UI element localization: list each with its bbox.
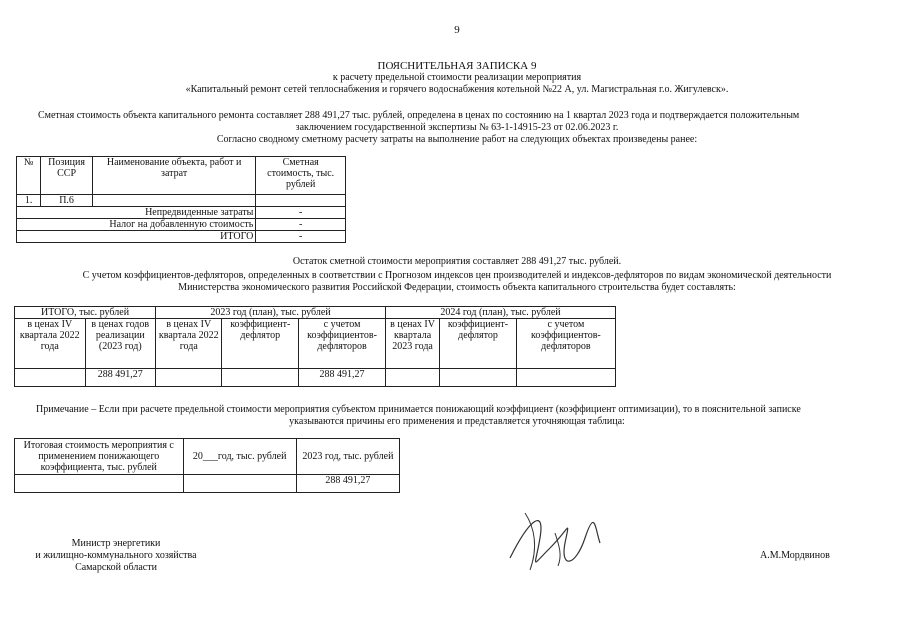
intro-line-3: Согласно сводному сметному расчету затраты на выполнение работ на следующих объектах произведены ранее: [216, 134, 698, 145]
col-number-header: № [17, 157, 41, 195]
note-line-2: указываются причины его применения и представляется уточняющая таблица: [289, 416, 625, 427]
optimization-table [14, 438, 400, 493]
row-number: 1. [17, 195, 41, 207]
value-2023-prices: 288 491,27 [85, 369, 156, 387]
intro-line-2: заключением государственной экспертизы № 63-1-14915-23 от 02.06.2023 г. [295, 122, 619, 133]
contingency-label: Непредвиденные затраты [17, 207, 256, 219]
value-2024-deflator [440, 369, 517, 387]
vat-value: - [256, 219, 346, 231]
signature [500, 498, 610, 578]
remainder-text: Остаток сметной стоимости мероприятия составляет 288 491,27 тыс. рублей. [292, 256, 622, 267]
col-2024-deflator: коэффициент-дефлятор [440, 319, 517, 369]
value-q4-2022 [15, 369, 86, 387]
col-cost-header: Сметная стоимость, тыс. рублей [256, 157, 346, 195]
value-final-cost [15, 475, 184, 493]
document-subtitle: к расчету предельной стоимости реализации мероприятия [332, 72, 582, 83]
note-line-1: Примечание – Если при расчете предельной стоимости мероприятия субъектом принимается понижающий коэффициент (коэффициент оптимизации), то в пояснительной записке [36, 404, 801, 415]
prior-costs-table [16, 156, 346, 243]
value-2024-base [385, 369, 439, 387]
col-prices-2023: в ценах годов реализации (2023 год) [85, 319, 156, 369]
col-2024-base: в ценах IV квартала 2023 года [385, 319, 439, 369]
vat-label: Налог на добавленную стоимость [17, 219, 256, 231]
row-name [92, 195, 255, 207]
col-year-header: 20___год, тыс. рублей [183, 439, 296, 475]
contingency-value: - [256, 207, 346, 219]
total-value: - [256, 231, 346, 243]
col-position-header: Позиция ССР [41, 157, 93, 195]
intro-line-1: Сметная стоимость объекта капитального ремонта составляет 288 491,27 тыс. рублей, определена в ценах по состоянию на 1 квартал 2023 года и подтверждается положительным [38, 110, 800, 121]
deflator-line-2: Министерства экономического развития Российской Федерации, стоимость объекта капитального строительства будет составлять: [178, 282, 736, 293]
col-final-cost-header: Итоговая стоимость мероприятия с применением понижающего коэффициента, тыс. рублей [15, 439, 184, 475]
value-2023-base [156, 369, 222, 387]
col-2023-deflator: коэффициент-дефлятор [222, 319, 299, 369]
col-2023-base: в ценах IV квартала 2022 года [156, 319, 222, 369]
value-2023-adjusted: 288 491,27 [299, 369, 386, 387]
col-name-header: Наименование объекта, работ и затрат [92, 157, 255, 195]
col-2023-header: 2023 год, тыс. рублей [296, 439, 399, 475]
project-name: «Капитальный ремонт сетей теплоснабжения и горячего водоснабжения котельной №22 А, ул. Магистральная г.о. Жигулевск». [185, 84, 729, 95]
row-cost [256, 195, 346, 207]
value-2023: 288 491,27 [296, 475, 399, 493]
page-number: 9 [454, 24, 460, 36]
value-year [183, 475, 296, 493]
document-title: ПОЯСНИТЕЛЬНАЯ ЗАПИСКА 9 [377, 60, 537, 72]
signatory-name: А.М.Мордвинов [760, 550, 830, 561]
row-position: П.6 [41, 195, 93, 207]
group-total-header: ИТОГО, тыс. рублей [15, 307, 156, 319]
group-2024-header: 2024 год (план), тыс. рублей [385, 307, 615, 319]
value-2024-adjusted [516, 369, 615, 387]
deflator-line-1: С учетом коэффициентов-дефляторов, определенных в соответствии с Прогнозом индексов цен производителей и индексов-дефляторов по видам экономической деятельности [82, 270, 832, 281]
col-2023-adjusted: с учетом коэффициентов-дефляторов [299, 319, 386, 369]
total-label: ИТОГО [17, 231, 256, 243]
position-line-3: Самарской области [75, 562, 157, 573]
col-prices-q4-2022: в ценах IV квартала 2022 года [15, 319, 86, 369]
col-2024-adjusted: с учетом коэффициентов-дефляторов [516, 319, 615, 369]
value-2023-deflator [222, 369, 299, 387]
position-line-2: и жилищно-коммунального хозяйства [35, 550, 197, 561]
deflator-table [14, 306, 616, 387]
group-2023-header: 2023 год (план), тыс. рублей [156, 307, 386, 319]
position-line-1: Министр энергетики [71, 538, 161, 549]
